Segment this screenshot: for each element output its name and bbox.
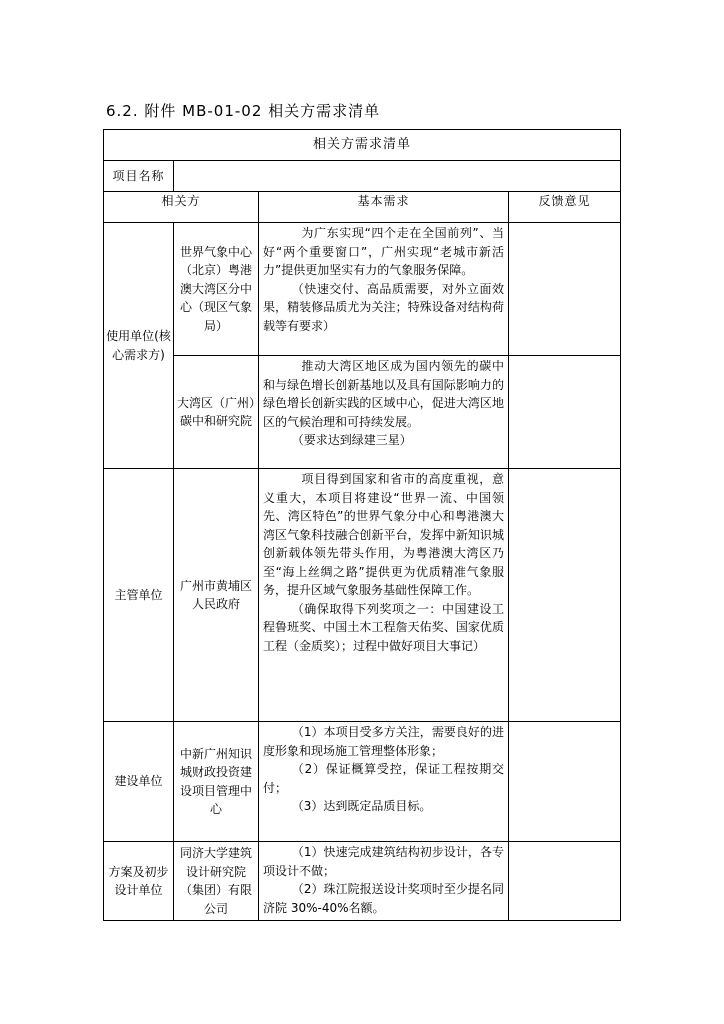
requirement-item: （1）本项目受多方关注，需要良好的进度形象和现场施工管理整体形象； [263, 725, 504, 758]
stakeholder-requirements-table [103, 129, 621, 921]
party-user-sub-2: 大湾区（广州）碳中和研究院 [174, 356, 259, 469]
header-party: 相关方 [104, 192, 259, 223]
requirement-item: （3）达到既定品质目标。 [291, 799, 432, 813]
requirement-text: 推动大湾区地区成为国内领先的碳中和与绿色增长创新基地以及具有国际影响力的绿色增长创新实践的区域中心，促进大湾区地区的气候治理和可持续发展。 [263, 359, 504, 429]
project-name-label: 项目名称 [104, 161, 174, 192]
header-requirements: 基本需求 [259, 192, 509, 223]
party-user-label: 使用单位(核心需求方) [104, 223, 174, 469]
section-heading: 6.2. 附件 MB-01-02 相关方需求清单 [106, 102, 381, 120]
feedback-cell[interactable] [509, 223, 621, 356]
requirement-competent [259, 469, 509, 722]
requirement-item: （2）保证概算受控，保证工程按期交付； [263, 762, 504, 795]
party-competent-sub: 广州市黄埔区人民政府 [174, 469, 259, 722]
party-construction-label: 建设单位 [104, 722, 174, 842]
feedback-cell[interactable] [509, 469, 621, 722]
feedback-cell[interactable] [509, 356, 621, 469]
requirement-construction [259, 722, 509, 842]
requirement-note: （快速交付、高品质需要，对外立面效果，精装修品质尤为关注；特殊设备对结构荷载等有要求） [263, 281, 504, 333]
requirement-item: （1）快速完成建筑结构初步设计，各专项设计不做； [263, 845, 504, 878]
requirement-note: （确保取得下列奖项之一：中国建设工程鲁班奖、中国土木工程詹天佑奖、国家优质工程（金质奖）；过程中做好项目大事记） [263, 601, 504, 653]
party-competent-label: 主管单位 [104, 469, 174, 722]
requirement-text: 为广东实现“四个走在全国前列”、当好“两个重要窗口”，广州实现“老城市新活力”提供更加坚实有力的气象服务保障。 [263, 226, 504, 277]
party-design-sub: 同济大学建筑设计研究院（集团）有限公司 [174, 842, 259, 921]
feedback-cell[interactable] [509, 722, 621, 842]
requirement-design [259, 842, 509, 921]
party-construction-sub: 中新广州知识城财政投资建设项目管理中心 [174, 722, 259, 842]
party-design-label: 方案及初步设计单位 [104, 842, 174, 921]
party-user-sub-1: 世界气象中心（北京）粤港澳大湾区分中心（现区气象局） [174, 223, 259, 356]
requirement-text: 项目得到国家和省市的高度重视，意义重大，本项目将建设“世界一流、中国领先、湾区特色”的世界气象分中心和粤港澳大湾区气象科技融合创新平台，发挥中新知识城创新载体领先带头作用，为粤港澳大湾区乃至“海上丝绸之路”提供更为优质精准气象服务，提升区域气象服务基础性保障工作。 [263, 472, 504, 597]
table-title: 相关方需求清单 [104, 130, 621, 161]
feedback-cell[interactable] [509, 842, 621, 921]
project-name-value[interactable] [174, 161, 621, 192]
requirement-note: （要求达到绿建三星） [291, 433, 412, 447]
requirement-item: （2）珠江院报送设计奖项时至少提名同济院 30%-40%名额。 [263, 882, 504, 915]
requirement-user-2 [259, 356, 509, 469]
requirement-user-1 [259, 223, 509, 356]
header-feedback: 反馈意见 [509, 192, 621, 223]
